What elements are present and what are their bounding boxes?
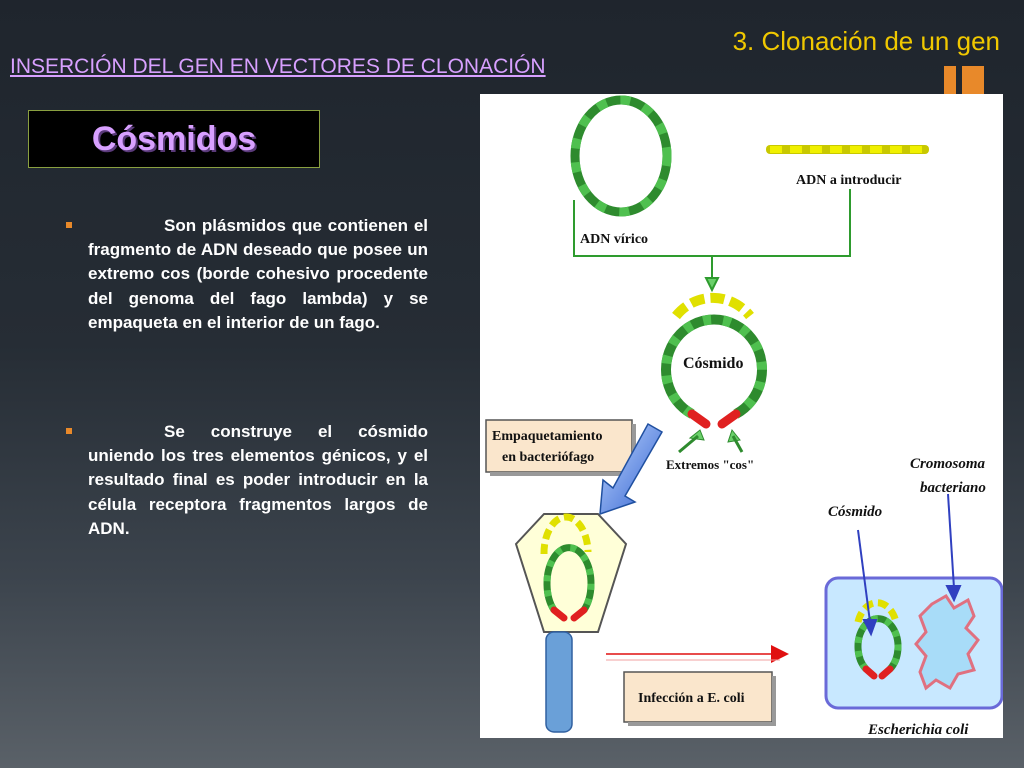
bullet-text: Son plásmidos que contienen el fragmento de ADN deseado que posee un extremo cos (borde cohesivo procedente del genoma del fago lambda) y se empaqueta en el interior de un fago. [88, 216, 428, 332]
ecoli-label: Escherichia coli [868, 722, 969, 738]
cosmido-cell-label: Cósmido [828, 504, 883, 520]
cosmido-label: Cósmido [683, 355, 744, 372]
adn-virico-label: ADN vírico [580, 232, 649, 247]
bullet-item-2 [66, 420, 428, 541]
cromosoma-label-1: Cromosoma [910, 456, 986, 472]
bullet-square-icon [66, 222, 72, 228]
adn-introducir-label: ADN a introducir [796, 173, 902, 188]
viral-dna-ring [575, 100, 667, 212]
packaging-label-2: en bacteriófago [502, 450, 595, 465]
packaging-label-1: Empaquetamiento [492, 429, 603, 444]
bullet-text: Se construye el cósmido uniendo los tres elementos génicos, y el resultado final es poder introducir en la célula receptora fragmentos largos de ADN. [88, 422, 428, 538]
section-subtitle: INSERCIÓN DEL GEN EN VECTORES DE CLONACIÓN [10, 55, 546, 78]
bullet-item-1 [66, 214, 428, 335]
infection-label: Infección a E. coli [638, 691, 745, 706]
cosmid-diagram [480, 94, 1003, 738]
heading-text: Cósmidos [91, 119, 257, 158]
bacteriophage [516, 514, 626, 732]
cromosoma-label-2: bacteriano [920, 480, 986, 496]
ecoli-cell [826, 578, 1002, 708]
infection-arrow-icon [606, 654, 786, 660]
extremos-cos-label: Extremos "cos" [666, 457, 755, 472]
heading-box [28, 110, 320, 168]
cos-arrows [679, 430, 742, 452]
bullet-square-icon [66, 428, 72, 434]
insert-dna-strand [766, 145, 929, 154]
slide-title: 3. Clonación de un gen [732, 26, 1000, 56]
